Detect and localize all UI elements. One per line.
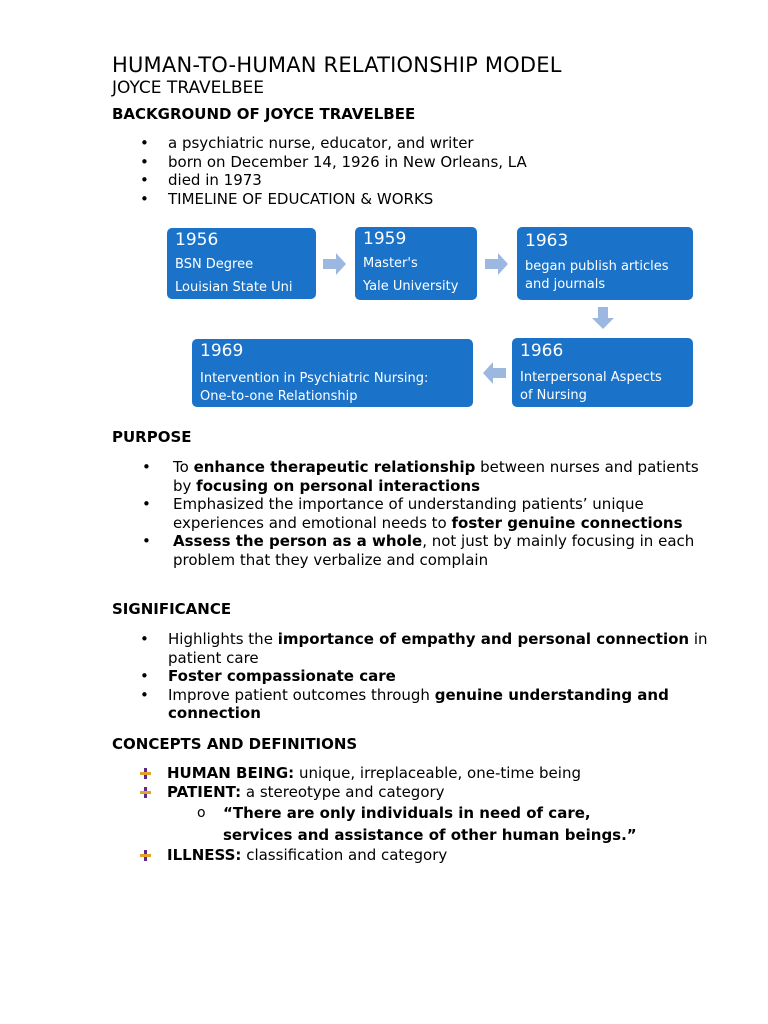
circle-bullet-icon: o bbox=[197, 805, 206, 821]
concepts-heading: CONCEPTS AND DEFINITIONS bbox=[112, 735, 358, 753]
purpose-heading: PURPOSE bbox=[112, 428, 192, 446]
list-item: • To enhance therapeutic relationship between nurses and patients by focusing on personal interactions bbox=[142, 458, 712, 495]
list-item: • TIMELINE OF EDUCATION & WORKS bbox=[140, 190, 527, 209]
list-item: • Assess the person as a whole, not just by mainly focusing in each problem that they verbalize and complain bbox=[142, 532, 712, 569]
arrow-right-icon bbox=[485, 253, 509, 275]
timeline-box-1969 bbox=[192, 339, 473, 407]
timeline-text: and journals bbox=[525, 277, 606, 292]
plus-bullet-icon bbox=[140, 787, 151, 798]
timeline-box-1956 bbox=[167, 228, 316, 299]
timeline-text: Louisian State Uni bbox=[175, 280, 293, 295]
timeline-text: of Nursing bbox=[520, 388, 587, 403]
list-item: • born on December 14, 1926 in New Orleans, LA bbox=[140, 153, 527, 172]
significance-list bbox=[140, 630, 710, 723]
list-item: HUMAN BEING: unique, irreplaceable, one-time being bbox=[140, 764, 637, 783]
background-list bbox=[140, 134, 527, 208]
timeline-year: 1969 bbox=[200, 341, 244, 361]
patient-quote: o “There are only individuals in need of care, services and assistance of other human beings.” bbox=[197, 804, 637, 844]
list-item: • died in 1973 bbox=[140, 171, 527, 190]
timeline-year: 1956 bbox=[175, 230, 219, 250]
arrow-right-icon bbox=[323, 253, 347, 275]
list-item: • Improve patient outcomes through genuine understanding and connection bbox=[140, 686, 710, 723]
timeline-text: One-to-one Relationship bbox=[200, 389, 358, 404]
arrow-left-icon bbox=[482, 362, 506, 384]
plus-bullet-icon bbox=[140, 850, 151, 861]
timeline-text: Yale University bbox=[363, 279, 459, 294]
timeline-text: Intervention in Psychiatric Nursing: bbox=[200, 371, 429, 386]
timeline-text: Interpersonal Aspects bbox=[520, 370, 662, 385]
timeline-year: 1966 bbox=[520, 341, 564, 361]
page-title: HUMAN-TO-HUMAN RELATIONSHIP MODEL bbox=[112, 53, 562, 77]
list-item: • a psychiatric nurse, educator, and writer bbox=[140, 134, 527, 153]
list-item: • Emphasized the importance of understanding patients’ unique experiences and emotional needs to foster genuine connections bbox=[142, 495, 712, 532]
list-item: • Highlights the importance of empathy and personal connection in patient care bbox=[140, 630, 710, 667]
arrow-down-icon bbox=[592, 307, 614, 329]
timeline-text: BSN Degree bbox=[175, 257, 254, 272]
plus-bullet-icon bbox=[140, 768, 151, 779]
background-heading: BACKGROUND OF JOYCE TRAVELBEE bbox=[112, 105, 416, 123]
timeline-year: 1959 bbox=[363, 229, 407, 249]
list-item: • Foster compassionate care bbox=[140, 667, 710, 686]
timeline-text: Master's bbox=[363, 256, 418, 271]
timeline-box-1966 bbox=[512, 338, 693, 407]
list-item: PATIENT: a stereotype and category bbox=[140, 783, 637, 802]
concepts-list bbox=[140, 764, 637, 865]
page-subtitle: JOYCE TRAVELBEE bbox=[112, 78, 264, 98]
purpose-list bbox=[142, 458, 712, 570]
timeline-box-1963 bbox=[517, 227, 693, 300]
timeline-box-1959 bbox=[355, 227, 477, 300]
timeline-text: began publish articles bbox=[525, 259, 669, 274]
significance-heading: SIGNIFICANCE bbox=[112, 600, 232, 618]
timeline-year: 1963 bbox=[525, 231, 569, 251]
list-item: ILLNESS: classification and category bbox=[140, 846, 637, 865]
